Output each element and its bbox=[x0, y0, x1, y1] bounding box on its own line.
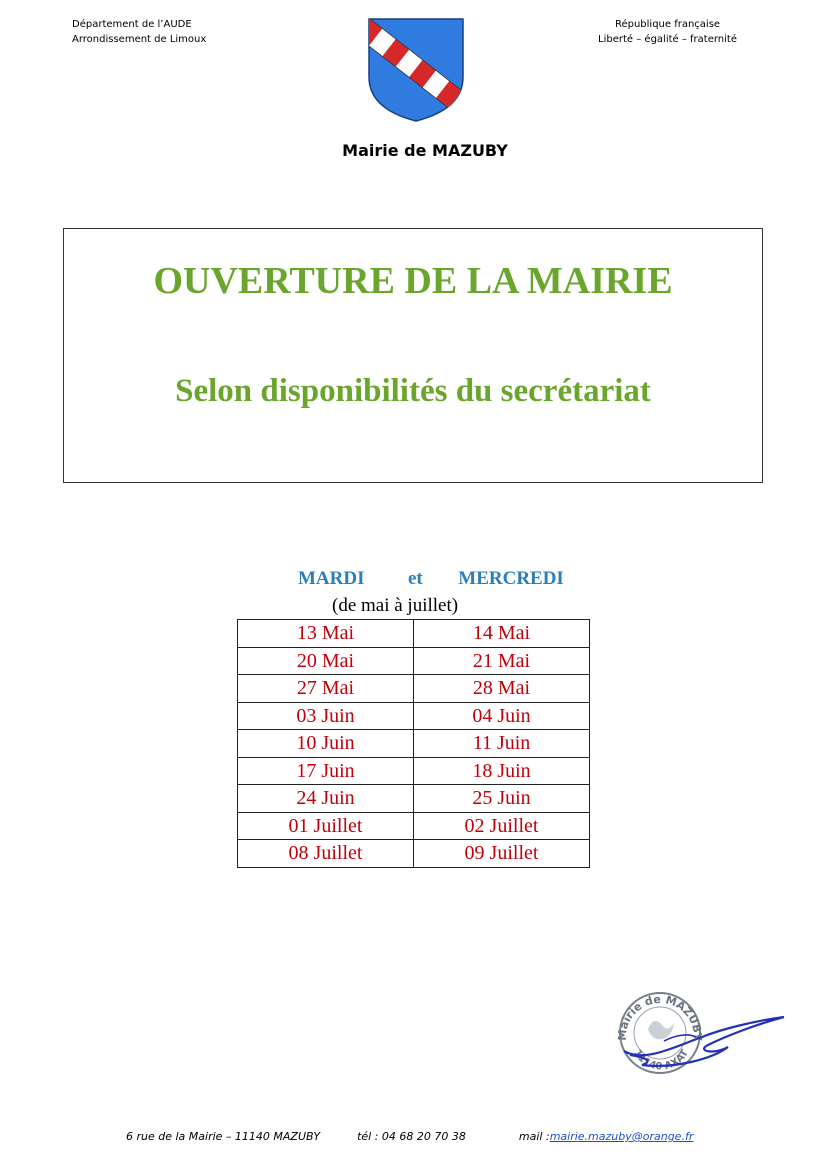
schedule-period: (de mai à juillet) bbox=[332, 595, 459, 616]
wednesday-date-cell: 02 Juillet bbox=[414, 812, 590, 840]
wednesday-date-cell: 09 Juillet bbox=[414, 840, 590, 868]
table-row bbox=[238, 840, 590, 868]
tuesday-date-cell: 13 Mai bbox=[238, 620, 414, 648]
coat-of-arms-icon bbox=[367, 17, 465, 123]
table-row bbox=[238, 675, 590, 703]
table-row bbox=[238, 647, 590, 675]
footer-address: 6 rue de la Mairie – 11140 MAZUBY bbox=[126, 1130, 321, 1143]
wednesday-date-cell: 04 Juin bbox=[414, 702, 590, 730]
footer-email-link[interactable]: mairie.mazuby@orange.fr bbox=[549, 1130, 694, 1143]
department-label: Département de l’AUDE bbox=[72, 19, 192, 30]
schedule-days-heading bbox=[298, 568, 564, 590]
wednesday-date-cell: 18 Juin bbox=[414, 757, 590, 785]
table-row bbox=[238, 702, 590, 730]
mairie-name: Mairie de MAZUBY bbox=[342, 141, 508, 160]
schedule-table bbox=[237, 619, 590, 868]
table-row bbox=[238, 757, 590, 785]
table-row bbox=[238, 730, 590, 758]
motto-label: Liberté – égalité – fraternité bbox=[598, 34, 737, 45]
table-row bbox=[238, 812, 590, 840]
table-row bbox=[238, 620, 590, 648]
tuesday-date-cell: 24 Juin bbox=[238, 785, 414, 813]
footer bbox=[126, 1130, 693, 1143]
tuesday-date-cell: 17 Juin bbox=[238, 757, 414, 785]
opening-notice-box bbox=[63, 228, 763, 483]
republic-label: République française bbox=[614, 19, 721, 30]
footer-phone: tél : 04 68 20 70 38 bbox=[357, 1130, 466, 1143]
day-tuesday: MARDI bbox=[298, 568, 365, 589]
tuesday-date-cell: 01 Juillet bbox=[238, 812, 414, 840]
header-left bbox=[72, 17, 206, 47]
arrondissement-label: Arrondissement de Limoux bbox=[72, 34, 207, 45]
tuesday-date-cell: 10 Juin bbox=[238, 730, 414, 758]
wednesday-date-cell: 28 Mai bbox=[414, 675, 590, 703]
header-right bbox=[598, 17, 737, 47]
tuesday-date-cell: 08 Juillet bbox=[238, 840, 414, 868]
wednesday-date-cell: 14 Mai bbox=[414, 620, 590, 648]
wednesday-date-cell: 21 Mai bbox=[414, 647, 590, 675]
tuesday-date-cell: 20 Mai bbox=[238, 647, 414, 675]
footer-mail-label: mail : bbox=[518, 1130, 550, 1143]
stamp-top-text: Mairie de MAZUBY bbox=[615, 992, 705, 1041]
wednesday-date-cell: 25 Juin bbox=[414, 785, 590, 813]
notice-title: OUVERTURE DE LA MAIRIE bbox=[153, 260, 673, 302]
notice-subtitle: Selon disponibilités du secrétariat bbox=[175, 373, 651, 409]
tuesday-date-cell: 03 Juin bbox=[238, 702, 414, 730]
mairie-stamp-icon bbox=[604, 985, 794, 1080]
tuesday-date-cell: 27 Mai bbox=[238, 675, 414, 703]
wednesday-date-cell: 11 Juin bbox=[414, 730, 590, 758]
day-connector: et bbox=[408, 568, 423, 589]
table-row bbox=[238, 785, 590, 813]
stamp-bottom-text: 11140 AXAT bbox=[631, 1047, 691, 1073]
day-wednesday: MERCREDI bbox=[458, 568, 564, 589]
